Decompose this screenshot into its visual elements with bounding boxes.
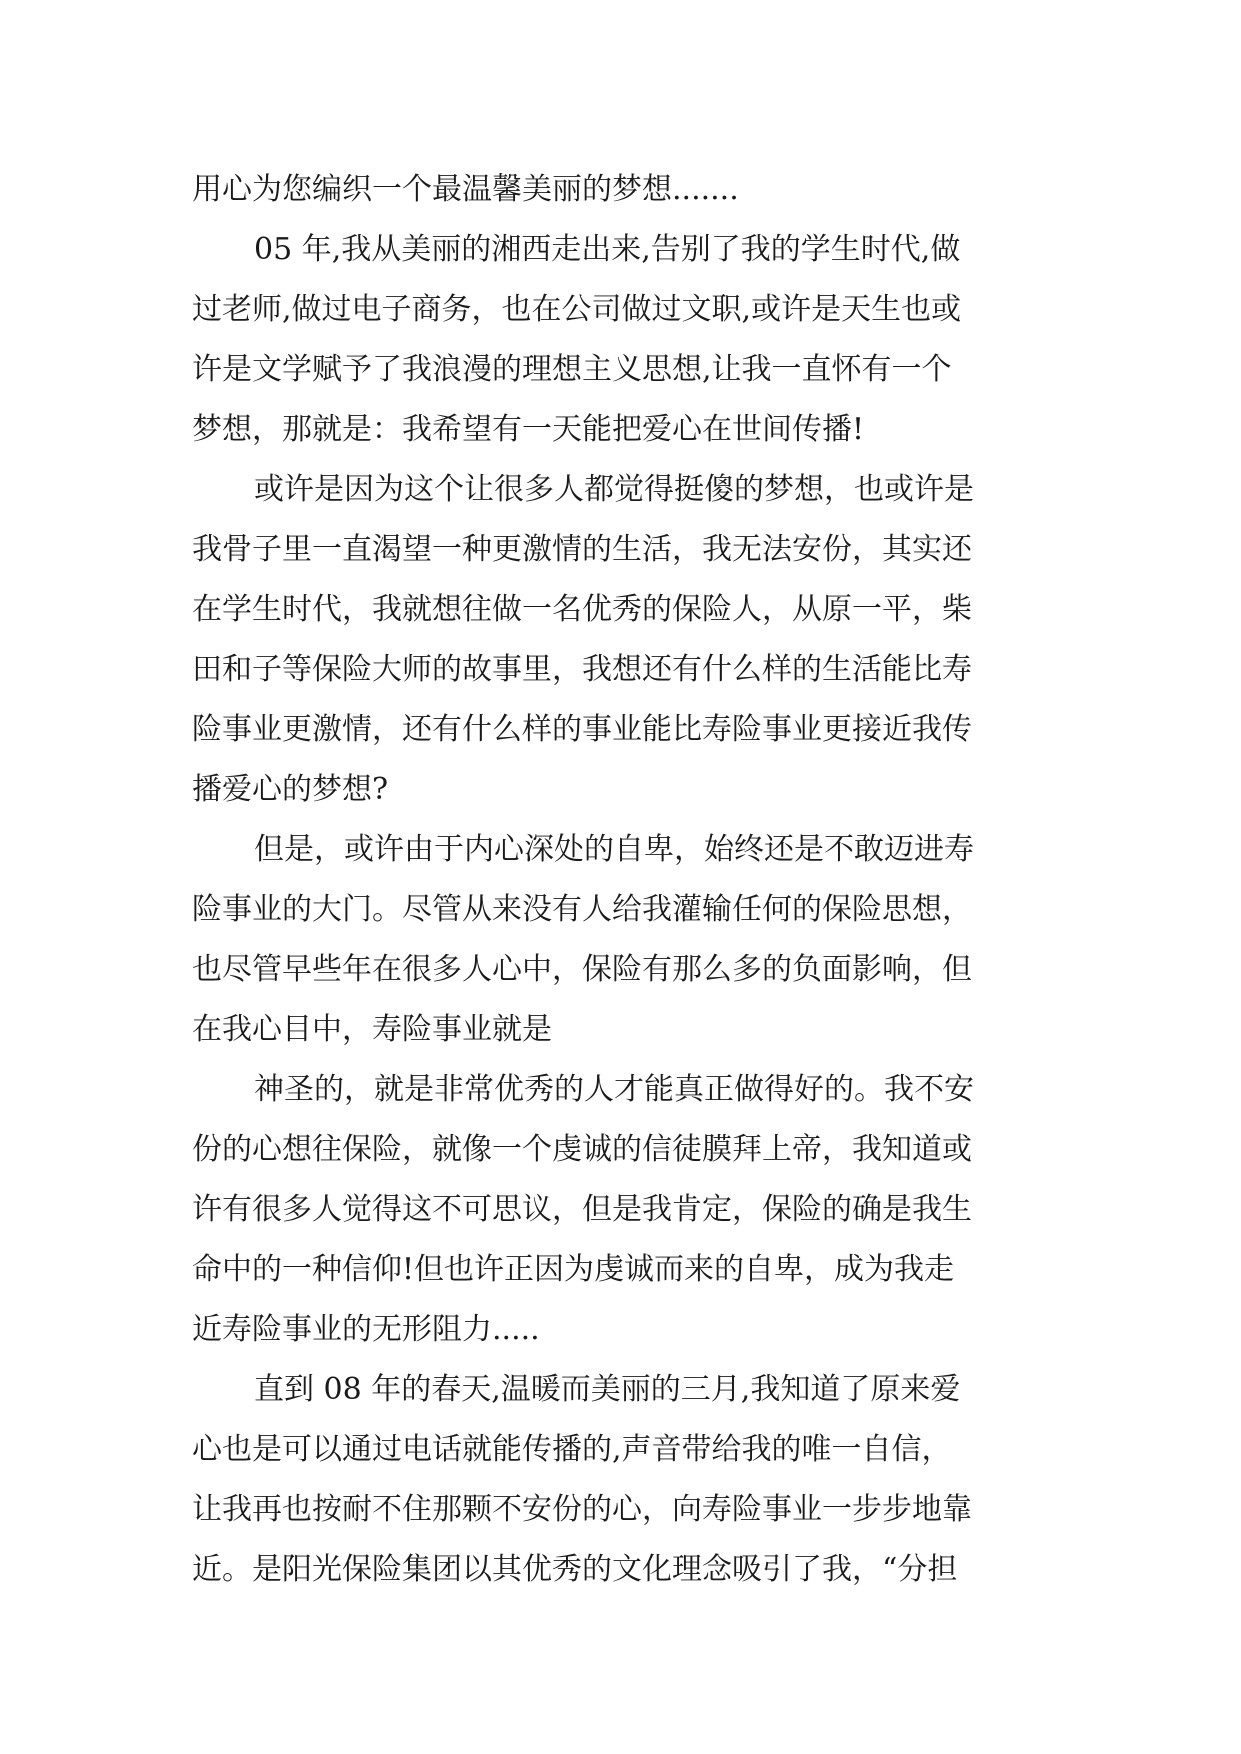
text-line: 许是文学赋予了我浪漫的理想主义思想,让我一直怀有一个 [192, 352, 952, 387]
text-line: 播爱心的梦想? [192, 772, 389, 807]
text-line: 田和子等保险大师的故事里，我想还有什么样的生活能比寿 [192, 652, 972, 687]
text-line: 过老师,做过电子商务，也在公司做过文职,或许是天生也或 [192, 292, 962, 327]
text-line: 心也是可以通过电话就能传播的,声音带给我的唯一自信， [192, 1432, 952, 1467]
text-line: 近寿险事业的无形阻力..... [192, 1312, 540, 1347]
text-line: 梦想，那就是：我希望有一天能把爱心在世间传播! [192, 412, 865, 447]
paragraph-start-line: 但是，或许由于内心深处的自卑，始终还是不敢迈进寿 [254, 832, 974, 867]
body-text [192, 160, 1052, 1600]
paragraph-start-line: 或许是因为这个让很多人都觉得挺傻的梦想，也或许是 [254, 472, 974, 507]
text-line: 我骨子里一直渴望一种更激情的生活，我无法安份，其实还 [192, 532, 972, 567]
text-line: 用心为您编织一个最温馨美丽的梦想....... [192, 172, 739, 207]
text-line: 在我心目中，寿险事业就是 [192, 1012, 552, 1047]
text-line: 命中的一种信仰!但也许正因为虔诚而来的自卑，成为我走 [192, 1252, 955, 1287]
text-line: 也尽管早些年在很多人心中，保险有那么多的负面影响，但 [192, 952, 972, 987]
text-line: 让我再也按耐不住那颗不安份的心，向寿险事业一步步地靠 [192, 1492, 972, 1527]
text-line: 近。是阳光保险集团以其优秀的文化理念吸引了我，“分担 [192, 1552, 958, 1587]
text-line: 险事业更激情，还有什么样的事业能比寿险事业更接近我传 [192, 712, 972, 747]
text-line: 在学生时代，我就想往做一名优秀的保险人，从原一平，柴 [192, 592, 972, 627]
paragraph-start-line: 神圣的，就是非常优秀的人才能真正做得好的。我不安 [254, 1072, 974, 1107]
text-line: 许有很多人觉得这不可思议，但是我肯定，保险的确是我生 [192, 1192, 972, 1227]
text-line: 险事业的大门。尽管从来没有人给我灌输任何的保险思想， [192, 892, 972, 927]
text-line: 份的心想往保险，就像一个虔诚的信徒膜拜上帝，我知道或 [192, 1132, 972, 1167]
paragraph-start-line: 05 年,我从美丽的湘西走出来,告别了我的学生时代,做 [254, 232, 961, 267]
paragraph-start-line: 直到 08 年的春天,温暖而美丽的三月,我知道了原来爱 [254, 1372, 961, 1407]
